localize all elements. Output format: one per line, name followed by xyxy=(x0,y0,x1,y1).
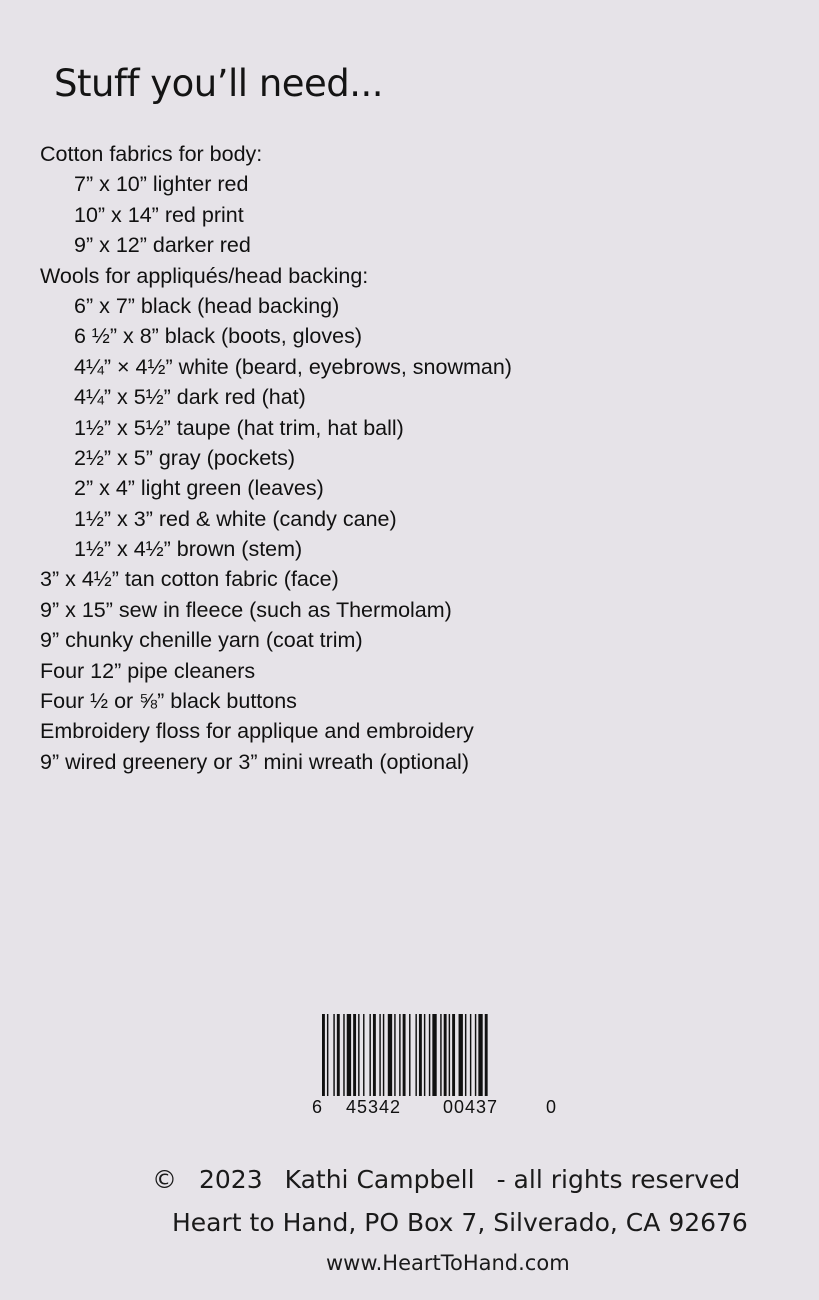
barcode-bar xyxy=(327,1014,328,1096)
supply-item: 10” x 14” red print xyxy=(74,202,244,227)
supply-item: 1½” x 3” red & white (candy cane) xyxy=(74,506,397,531)
barcode-bar xyxy=(383,1014,384,1096)
supply-item: Wools for appliqués/head backing: xyxy=(40,263,369,288)
barcode-bar xyxy=(347,1014,351,1096)
supply-item: 1½” x 4½” brown (stem) xyxy=(74,537,303,562)
barcode-bar xyxy=(337,1014,340,1096)
barcode-bar xyxy=(475,1014,476,1096)
barcode-first-digit: 6 xyxy=(312,1097,323,1117)
barcode-right-group: 00437 xyxy=(443,1097,499,1117)
barcode-bar xyxy=(379,1014,380,1096)
barcode-bar xyxy=(369,1014,370,1096)
barcode-bar xyxy=(478,1014,482,1096)
barcode-bar xyxy=(353,1014,356,1096)
barcode xyxy=(312,1014,558,1124)
supply-item: 4¼” x 5½” dark red (hat) xyxy=(74,385,306,410)
barcode-bar xyxy=(394,1014,395,1096)
barcode-bar xyxy=(358,1014,359,1096)
barcode-bar xyxy=(403,1014,406,1096)
barcode-bar xyxy=(440,1014,441,1096)
supply-item: 2” x 4” light green (leaves) xyxy=(74,476,324,501)
address-line: Heart to Hand, PO Box 7, Silverado, CA 92676 xyxy=(172,1208,748,1237)
barcode-bar xyxy=(459,1014,463,1096)
barcode-check-digit: 0 xyxy=(546,1097,557,1117)
supply-list xyxy=(40,139,512,777)
supply-item: 9” chunky chenille yarn (coat trim) xyxy=(40,628,363,653)
supply-item: 6 ½” x 8” black (boots, gloves) xyxy=(74,324,362,349)
barcode-bar xyxy=(465,1014,466,1096)
supply-item: 3” x 4½” tan cotton fabric (face) xyxy=(40,567,339,592)
copyright-year: 2023 xyxy=(199,1165,263,1194)
barcode-bar xyxy=(452,1014,455,1096)
copyright-line xyxy=(152,1165,740,1194)
supply-item: 9” wired greenery or 3” mini wreath (optional) xyxy=(40,749,469,774)
supply-item: 9” x 15” sew in fleece (such as Thermolam) xyxy=(40,597,452,622)
barcode-digits xyxy=(312,1097,558,1123)
supply-item: 9” x 12” darker red xyxy=(74,233,251,258)
supply-item: 2½” x 5” gray (pockets) xyxy=(74,445,296,470)
author-name: Kathi Campbell xyxy=(284,1165,475,1194)
barcode-bar xyxy=(449,1014,450,1096)
barcode-bar xyxy=(444,1014,447,1096)
supply-item: Embroidery floss for applique and embroidery xyxy=(40,719,474,744)
barcode-bars xyxy=(322,1014,548,1096)
website-link[interactable]: www.HeartToHand.com xyxy=(326,1251,570,1275)
barcode-bar xyxy=(409,1014,410,1096)
supply-item: 1½” x 5½” taupe (hat trim, hat ball) xyxy=(74,415,404,440)
barcode-bar xyxy=(343,1014,344,1096)
barcode-bar xyxy=(373,1014,376,1096)
barcode-bar xyxy=(388,1014,392,1096)
copyright-symbol: © xyxy=(152,1165,177,1194)
barcode-bar xyxy=(322,1014,325,1096)
barcode-left-group: 45342 xyxy=(346,1097,402,1117)
supply-item: Cotton fabrics for body: xyxy=(40,142,263,166)
barcode-bar xyxy=(432,1014,436,1096)
barcode-bar xyxy=(470,1014,471,1096)
barcode-bar xyxy=(424,1014,425,1096)
barcode-bar xyxy=(419,1014,422,1096)
barcode-bar xyxy=(333,1014,334,1096)
supply-item: Four ½ or ⅝” black buttons xyxy=(40,689,297,714)
barcode-bar xyxy=(415,1014,416,1096)
barcode-bar xyxy=(485,1014,488,1096)
rights-text: - all rights reserved xyxy=(496,1165,741,1194)
barcode-bar xyxy=(399,1014,400,1096)
supply-item: 4¼” × 4½” white (beard, eyebrows, snowman) xyxy=(74,354,512,379)
supply-item: Four 12” pipe cleaners xyxy=(40,658,256,683)
page-title: Stuff you’ll need... xyxy=(54,62,384,105)
supply-item: 6” x 7” black (head backing) xyxy=(74,293,340,318)
supply-item: 7” x 10” lighter red xyxy=(74,172,249,197)
barcode-bar xyxy=(429,1014,430,1096)
barcode-bar xyxy=(363,1014,364,1096)
